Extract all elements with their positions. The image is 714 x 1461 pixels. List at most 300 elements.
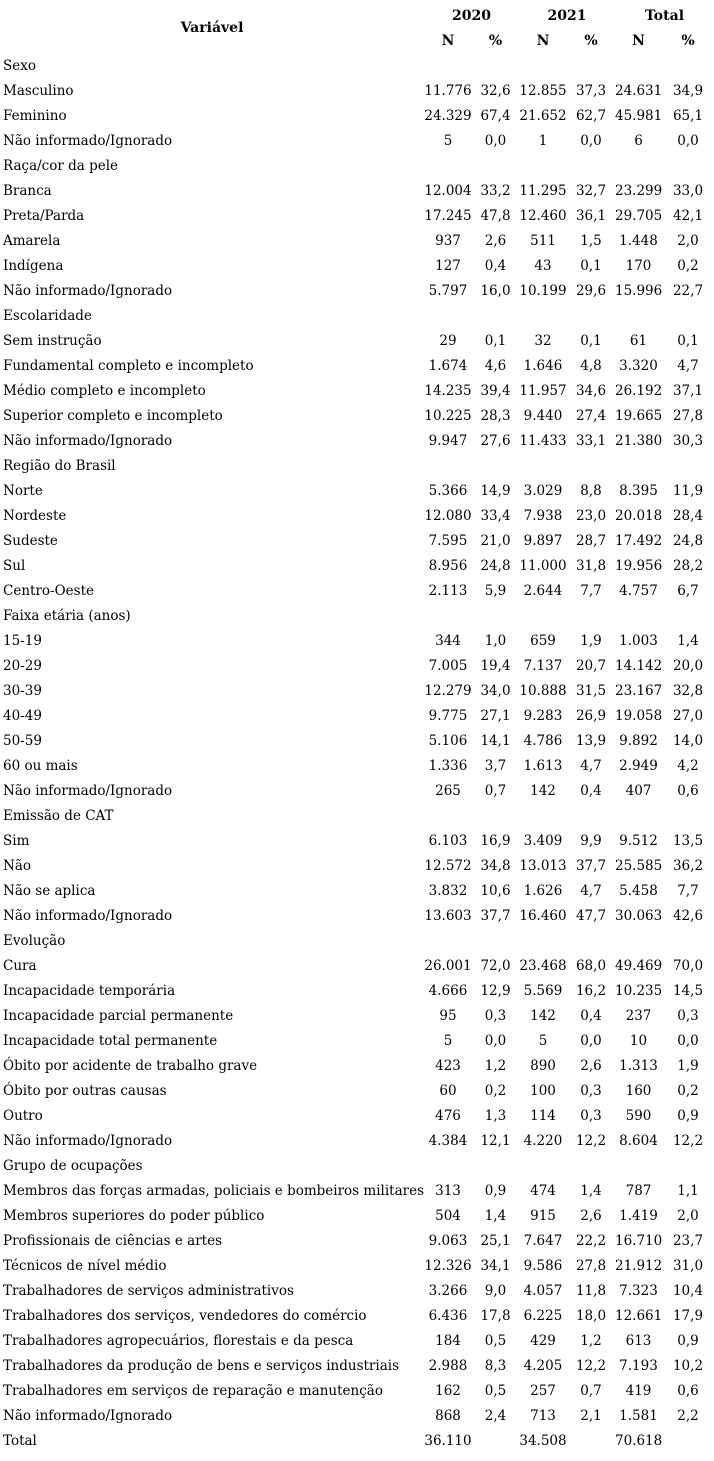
- cell-value: 0,5: [484, 1382, 507, 1399]
- table-row: [0, 328, 714, 353]
- cell-value: 0,1: [677, 332, 699, 349]
- cell-value: 1.646: [523, 357, 563, 374]
- cell-value: 34,8: [480, 857, 511, 874]
- table-row: [0, 528, 714, 553]
- table-row: [0, 1003, 714, 1028]
- cell-value: 7.647: [523, 1232, 563, 1249]
- cell-value: 5.366: [428, 482, 468, 499]
- cell-value: 31,0: [672, 1257, 704, 1274]
- cell-value: [424, 803, 472, 828]
- cell-value: 27,8: [575, 1257, 607, 1274]
- row-label: Não informado/Ignorado: [3, 282, 173, 299]
- column-header-n: N: [441, 32, 455, 49]
- table-row: [0, 78, 714, 103]
- cell-value: 21.380: [615, 432, 663, 449]
- cell-value: 1.313: [619, 1057, 658, 1074]
- cell-value: 10,2: [672, 1357, 704, 1374]
- table-row: [0, 1078, 714, 1103]
- cell-value: 33,4: [480, 507, 511, 524]
- cell-value: 1,0: [484, 632, 507, 649]
- cell-value: 787: [625, 1182, 652, 1199]
- cell-value: [662, 53, 714, 78]
- cell-value: 28,3: [480, 407, 511, 424]
- row-label: 50-59: [3, 732, 42, 749]
- cell-value: 3.320: [619, 357, 658, 374]
- cell-value: 10,6: [480, 882, 511, 899]
- cell-value: 257: [530, 1382, 556, 1399]
- cell-value: 160: [625, 1082, 652, 1099]
- cell-value: 1,2: [580, 1332, 602, 1349]
- cell-value: 32,7: [575, 182, 607, 199]
- cell-value: [567, 303, 615, 328]
- cell-value: [424, 1153, 472, 1178]
- column-header-percent: %: [488, 32, 503, 49]
- cell-value: 1,9: [677, 1057, 699, 1074]
- table-row: [0, 1353, 714, 1378]
- cell-value: 43: [534, 257, 552, 274]
- row-label: Fundamental completo e incompleto: [3, 357, 254, 374]
- cell-value: 0,0: [677, 1032, 699, 1049]
- cell-value: 9.775: [428, 707, 468, 724]
- row-label: Sem instrução: [3, 332, 102, 349]
- cell-value: 7.323: [619, 1282, 658, 1299]
- column-header-variable: Variável: [180, 20, 244, 36]
- cell-value: 7.005: [428, 657, 468, 674]
- cell-value: 14.142: [615, 657, 663, 674]
- cell-value: [567, 928, 615, 953]
- cell-value: [662, 603, 714, 628]
- column-group-2021: 2021: [547, 7, 587, 24]
- cell-value: 9.586: [523, 1257, 563, 1274]
- cell-value: [472, 1428, 519, 1453]
- table-row: [0, 128, 714, 153]
- cell-value: 6.436: [428, 1307, 468, 1324]
- cell-value: 70,0: [672, 957, 704, 974]
- table-row: [0, 1178, 714, 1203]
- cell-value: 24,8: [672, 532, 704, 549]
- cell-value: 32,8: [672, 682, 704, 699]
- cell-value: 511: [530, 232, 556, 249]
- cell-value: 11,9: [672, 482, 704, 499]
- cell-value: 0,0: [580, 1032, 602, 1049]
- cell-value: 184: [435, 1332, 461, 1349]
- cell-value: 65,1: [672, 107, 704, 124]
- cell-value: 12,9: [480, 982, 511, 999]
- cell-value: 72,0: [480, 957, 511, 974]
- cell-value: 27,8: [672, 407, 704, 424]
- row-label: 20-29: [3, 657, 42, 674]
- header-row-groups: [0, 3, 714, 28]
- cell-value: 2,2: [677, 1407, 699, 1424]
- cell-value: 1,2: [484, 1057, 507, 1074]
- row-label: Nordeste: [3, 507, 67, 524]
- cell-value: 23.468: [519, 957, 567, 974]
- cell-value: 2.113: [428, 582, 468, 599]
- cell-value: 9.063: [428, 1232, 468, 1249]
- cell-value: 62,7: [575, 107, 607, 124]
- cell-value: 12.004: [424, 182, 472, 199]
- table-row: [0, 178, 714, 203]
- cell-value: 34,1: [480, 1257, 511, 1274]
- cell-value: 2.949: [619, 757, 658, 774]
- table-row: [0, 378, 714, 403]
- cell-value: [567, 1428, 615, 1453]
- table-row: [0, 1253, 714, 1278]
- cell-value: 265: [435, 782, 461, 799]
- cell-value: [424, 603, 472, 628]
- cell-value: 7.193: [619, 1357, 658, 1374]
- cell-value: 4,2: [677, 757, 699, 774]
- cell-value: 937: [435, 232, 461, 249]
- cell-value: 915: [530, 1207, 556, 1224]
- row-label: Grupo de ocupações: [3, 1157, 143, 1174]
- table-row: [0, 1303, 714, 1328]
- cell-value: 2,6: [580, 1207, 602, 1224]
- cell-value: 6,7: [677, 582, 699, 599]
- cell-value: 8,3: [484, 1357, 507, 1374]
- cell-value: 5.797: [428, 282, 468, 299]
- row-label: Óbito por acidente de trabalho grave: [3, 1057, 258, 1074]
- cell-value: 1,5: [580, 232, 602, 249]
- row-label: Amarela: [3, 232, 61, 249]
- cell-value: [519, 803, 567, 828]
- table-row: [0, 778, 714, 803]
- cell-value: 61: [629, 332, 648, 349]
- cell-value: 17.492: [615, 532, 663, 549]
- cell-value: [615, 928, 662, 953]
- cell-value: 19,4: [480, 657, 511, 674]
- cell-value: 36,1: [575, 207, 607, 224]
- cell-value: [519, 453, 567, 478]
- cell-value: 27,0: [672, 707, 704, 724]
- cell-value: 1,3: [484, 1107, 507, 1124]
- row-label: Outro: [3, 1107, 43, 1124]
- table-row: [0, 1228, 714, 1253]
- cell-value: 12,1: [480, 1132, 511, 1149]
- cell-value: 29: [439, 332, 457, 349]
- cell-value: 0,4: [580, 782, 602, 799]
- cell-value: 4.666: [428, 982, 468, 999]
- cell-value: 4.057: [523, 1282, 563, 1299]
- cell-value: 10,4: [672, 1282, 704, 1299]
- cell-value: 30.063: [615, 907, 663, 924]
- cell-value: 28,4: [672, 507, 704, 524]
- cell-value: 9.947: [428, 432, 468, 449]
- cell-value: 0,3: [580, 1082, 602, 1099]
- table-row: [0, 903, 714, 928]
- row-label: Evolução: [3, 932, 66, 949]
- cell-value: 6.225: [523, 1307, 563, 1324]
- cell-value: 0,0: [677, 132, 699, 149]
- cell-value: 17.245: [424, 207, 472, 224]
- cell-value: 3.266: [428, 1282, 468, 1299]
- cell-value: 18,0: [575, 1307, 607, 1324]
- cell-value: 9.512: [619, 832, 658, 849]
- cell-value: 0,9: [484, 1182, 507, 1199]
- cell-value: 5: [443, 1032, 453, 1049]
- cell-value: 659: [530, 632, 556, 649]
- cell-value: 39,4: [480, 382, 511, 399]
- table-row: [0, 1053, 714, 1078]
- cell-value: [662, 928, 714, 953]
- cell-value: 49.469: [615, 957, 663, 974]
- cell-value: [567, 53, 615, 78]
- cell-value: [662, 1428, 714, 1453]
- row-label: Não informado/Ignorado: [3, 782, 173, 799]
- cell-value: 1,4: [580, 1182, 602, 1199]
- cell-value: 23,0: [575, 507, 607, 524]
- cell-value: [567, 803, 615, 828]
- table-row: [0, 1128, 714, 1153]
- cell-value: 476: [435, 1107, 461, 1124]
- cell-value: 19.665: [615, 407, 663, 424]
- table-row: [0, 753, 714, 778]
- cell-value: [615, 603, 662, 628]
- cell-value: 37,3: [575, 82, 607, 99]
- cell-value: [472, 803, 519, 828]
- cell-value: 16,2: [575, 982, 607, 999]
- column-header-n: N: [632, 32, 645, 49]
- cell-value: 33,1: [575, 432, 607, 449]
- cell-value: 34,0: [480, 682, 511, 699]
- cell-value: 16.710: [615, 1232, 663, 1249]
- cell-value: 27,4: [575, 407, 607, 424]
- cell-value: 0,3: [580, 1107, 602, 1124]
- table-body: [0, 53, 714, 1453]
- cell-value: 0,9: [677, 1332, 699, 1349]
- table-row: [0, 478, 714, 503]
- row-label: 15-19: [3, 632, 42, 649]
- cell-value: 34.508: [519, 1432, 567, 1449]
- cell-value: 45.981: [615, 107, 663, 124]
- cell-value: 7.938: [523, 507, 563, 524]
- cell-value: 3,7: [484, 757, 507, 774]
- cell-value: [615, 1153, 662, 1178]
- table-row: [0, 1203, 714, 1228]
- cell-value: 9.283: [523, 707, 563, 724]
- table-row: [0, 353, 714, 378]
- cell-value: 5.458: [619, 882, 658, 899]
- cell-value: 22,2: [575, 1232, 607, 1249]
- row-label: Centro-Oeste: [3, 582, 94, 599]
- cell-value: 0,4: [484, 257, 507, 274]
- cell-value: [472, 53, 519, 78]
- cell-value: [662, 303, 714, 328]
- row-label: Médio completo e incompleto: [3, 382, 206, 399]
- cell-value: 11.957: [519, 382, 567, 399]
- table-row: [0, 103, 714, 128]
- statistics-table: [0, 3, 714, 1453]
- cell-value: 6.103: [428, 832, 468, 849]
- row-label: Incapacidade total permanente: [3, 1032, 218, 1049]
- cell-value: [424, 453, 472, 478]
- cell-value: 3.409: [523, 832, 563, 849]
- cell-value: [567, 603, 615, 628]
- cell-value: 28,7: [575, 532, 607, 549]
- cell-value: 0,9: [677, 1107, 699, 1124]
- cell-value: 1.674: [428, 357, 468, 374]
- column-header-n: N: [536, 32, 550, 49]
- row-label: Não informado/Ignorado: [3, 132, 173, 149]
- cell-value: [662, 1153, 714, 1178]
- row-label: Total: [3, 1432, 37, 1449]
- cell-value: 713: [530, 1407, 556, 1424]
- cell-value: 429: [530, 1332, 556, 1349]
- cell-value: 7,7: [580, 582, 602, 599]
- row-label: Branca: [3, 182, 52, 199]
- cell-value: [615, 153, 662, 178]
- row-label: Faixa etária (anos): [3, 607, 131, 624]
- row-label: Região do Brasil: [3, 457, 116, 474]
- table-row: [0, 878, 714, 903]
- cell-value: 68,0: [575, 957, 607, 974]
- cell-value: 95: [439, 1007, 457, 1024]
- cell-value: 22,7: [672, 282, 704, 299]
- cell-value: [472, 453, 519, 478]
- cell-value: [662, 153, 714, 178]
- cell-value: 26.001: [424, 957, 472, 974]
- column-header-percent: %: [681, 32, 695, 49]
- cell-value: 12.572: [424, 857, 472, 874]
- cell-value: 30,3: [672, 432, 704, 449]
- cell-value: 37,7: [575, 857, 607, 874]
- cell-value: 11,8: [575, 1282, 607, 1299]
- section-header-row: [0, 928, 714, 953]
- cell-value: 12,2: [575, 1132, 607, 1149]
- cell-value: [424, 53, 472, 78]
- cell-value: 2,6: [484, 232, 507, 249]
- cell-value: 12.460: [519, 207, 567, 224]
- cell-value: 12,2: [672, 1132, 704, 1149]
- cell-value: 4,7: [580, 757, 602, 774]
- row-label: Norte: [3, 482, 43, 499]
- cell-value: 24,8: [480, 557, 511, 574]
- cell-value: [519, 603, 567, 628]
- row-label: Não informado/Ignorado: [3, 1407, 173, 1424]
- table-row: [0, 1103, 714, 1128]
- cell-value: 7,7: [677, 882, 699, 899]
- column-group-2020: 2020: [452, 7, 491, 24]
- row-label: Cura: [3, 957, 37, 974]
- row-label: 60 ou mais: [3, 757, 78, 774]
- row-label: Não se aplica: [3, 882, 96, 899]
- cell-value: 12.080: [424, 507, 472, 524]
- table-row: [0, 728, 714, 753]
- cell-value: 419: [625, 1382, 652, 1399]
- cell-value: 12.855: [519, 82, 567, 99]
- cell-value: 0,1: [484, 332, 507, 349]
- cell-value: 0,6: [677, 1382, 699, 1399]
- cell-value: 0,4: [580, 1007, 602, 1024]
- row-label: Escolaridade: [3, 307, 92, 324]
- row-label: Sexo: [3, 57, 36, 74]
- cell-value: [615, 803, 662, 828]
- cell-value: [662, 453, 714, 478]
- cell-value: 4,7: [677, 357, 699, 374]
- cell-value: 11.433: [519, 432, 567, 449]
- cell-value: 13.013: [519, 857, 567, 874]
- cell-value: 16,9: [480, 832, 511, 849]
- cell-value: 9,9: [580, 832, 602, 849]
- table-row: [0, 678, 714, 703]
- row-label: Emissão de CAT: [3, 807, 114, 824]
- table-row: [0, 203, 714, 228]
- row-label: Incapacidade parcial permanente: [3, 1007, 234, 1024]
- cell-value: 1,1: [677, 1182, 699, 1199]
- cell-value: [662, 803, 714, 828]
- cell-value: 24.329: [424, 107, 472, 124]
- row-label: Preta/Parda: [3, 207, 85, 224]
- cell-value: 0,1: [580, 257, 602, 274]
- cell-value: [472, 928, 519, 953]
- cell-value: 1.581: [619, 1407, 658, 1424]
- cell-value: 2,0: [677, 232, 699, 249]
- cell-value: 1.003: [619, 632, 658, 649]
- cell-value: 8.956: [428, 557, 468, 574]
- cell-value: 31,5: [575, 682, 607, 699]
- cell-value: 4,8: [580, 357, 602, 374]
- table-row: [0, 253, 714, 278]
- cell-value: 0,7: [484, 782, 507, 799]
- table-row: [0, 428, 714, 453]
- cell-value: [472, 303, 519, 328]
- cell-value: 67,4: [480, 107, 511, 124]
- cell-value: 12.279: [424, 682, 472, 699]
- cell-value: 0,6: [677, 782, 699, 799]
- table-row: [0, 828, 714, 853]
- cell-value: 10.888: [519, 682, 567, 699]
- cell-value: 10.199: [519, 282, 567, 299]
- table-row: [0, 978, 714, 1003]
- row-label: Técnicos de nível médio: [3, 1257, 167, 1274]
- cell-value: 9,0: [484, 1282, 507, 1299]
- row-label: Superior completo e incompleto: [3, 407, 223, 424]
- cell-value: 0,0: [484, 1032, 507, 1049]
- cell-value: [615, 53, 662, 78]
- row-label: Membros superiores do poder público: [3, 1207, 265, 1224]
- cell-value: [472, 603, 519, 628]
- row-label: Trabalhadores da produção de bens e serviços industriais: [3, 1357, 399, 1374]
- row-label: Sudeste: [3, 532, 58, 549]
- cell-value: 5: [538, 1032, 548, 1049]
- section-header-row: [0, 603, 714, 628]
- cell-value: 5: [443, 132, 453, 149]
- cell-value: 13,5: [672, 832, 704, 849]
- cell-value: 2.988: [428, 1357, 468, 1374]
- cell-value: [567, 453, 615, 478]
- cell-value: 13,9: [575, 732, 607, 749]
- section-header-row: [0, 803, 714, 828]
- cell-value: 21.652: [519, 107, 567, 124]
- row-label: Óbito por outras causas: [3, 1082, 167, 1099]
- table-row: [0, 553, 714, 578]
- row-label: Sim: [3, 832, 30, 849]
- cell-value: 407: [625, 782, 652, 799]
- cell-value: 8,8: [580, 482, 602, 499]
- cell-value: 15.996: [615, 282, 663, 299]
- cell-value: 0,2: [484, 1082, 507, 1099]
- cell-value: 14,5: [672, 982, 704, 999]
- cell-value: 142: [530, 1007, 556, 1024]
- cell-value: 26,9: [575, 707, 607, 724]
- table-row: [0, 503, 714, 528]
- cell-value: 36,2: [672, 857, 704, 874]
- cell-value: 17,8: [480, 1307, 511, 1324]
- cell-value: 0,2: [677, 257, 699, 274]
- cell-value: 142: [530, 782, 556, 799]
- row-label: Trabalhadores em serviços de reparação e manutenção: [3, 1382, 383, 1399]
- cell-value: 13.603: [424, 907, 472, 924]
